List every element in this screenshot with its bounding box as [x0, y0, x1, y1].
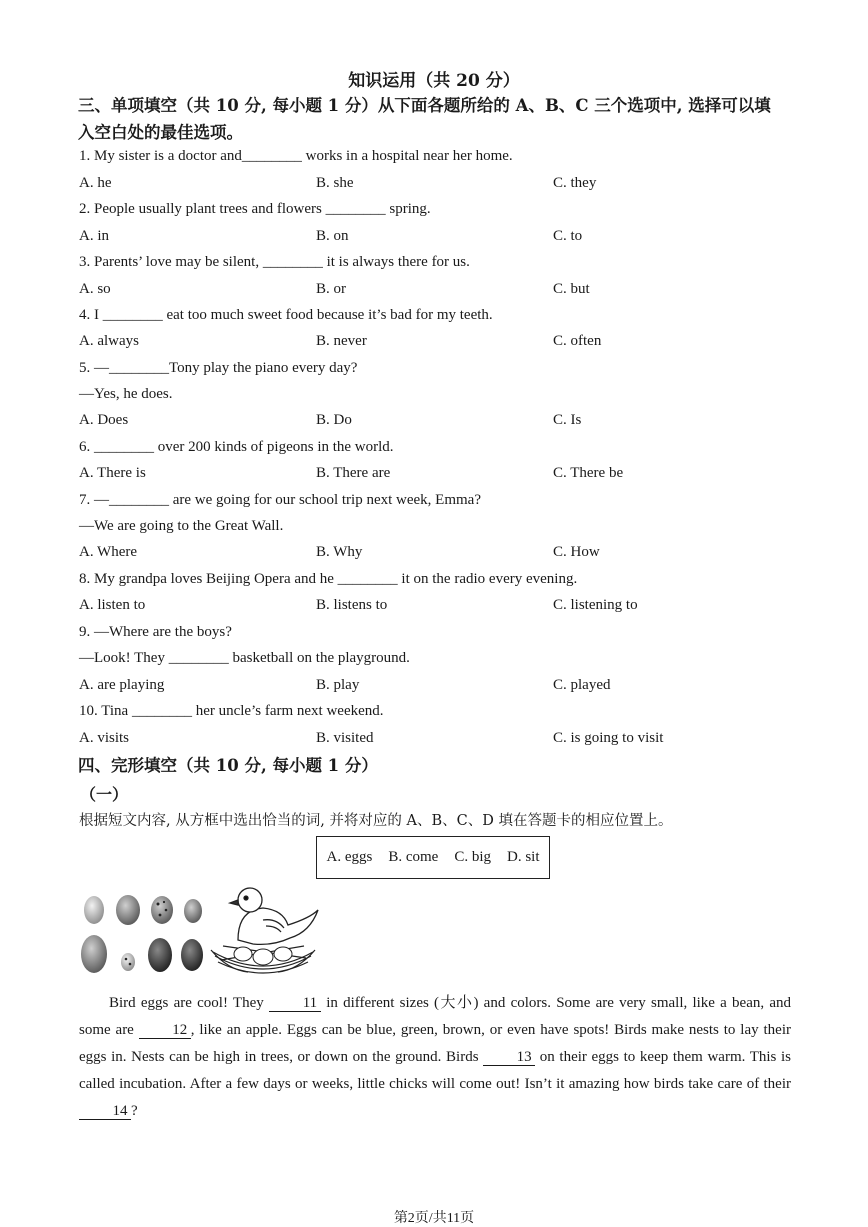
passage-text-1: Bird eggs are cool! They: [109, 995, 269, 1011]
bird: [230, 888, 318, 944]
bird-eggs-illustration: [78, 880, 323, 980]
question-8-option-a: A. listen to: [79, 597, 146, 613]
question-8-option-b: B. listens to: [316, 597, 388, 613]
question-2-option-c: C. to: [553, 228, 583, 244]
question-6-text: 6. ________ over 200 kinds of pigeons in the world.: [79, 439, 394, 455]
egg-2: [116, 895, 140, 925]
question-9-answer-line: —Look! They ________ basketball on the playground.: [79, 650, 410, 666]
passage-text-3: , like an apple. Eggs can be blue, green, brown, or even have spots! Birds make nests to lay their eggs in. Nests can be high in trees, or down on the ground. Birds: [79, 1022, 791, 1065]
question-9-option-a: A. are playing: [79, 677, 165, 693]
question-4-option-b: B. never: [316, 333, 367, 349]
cloze-paragraph: [79, 990, 791, 1125]
passage-text-5: ?: [131, 1103, 138, 1119]
section-4-instruction: 根据短文内容, 从方框中选出恰当的词, 并将对应的 A、B、C、D 填在答题卡的相应位置上。: [79, 813, 673, 829]
section-3-heading-line2: 入空白处的最佳选项。: [78, 123, 243, 142]
section-3-heading: [78, 92, 798, 146]
question-7-answer-line: —We are going to the Great Wall.: [79, 518, 284, 534]
egg-8: [181, 939, 203, 971]
nest-egg-1: [234, 947, 252, 961]
section-4-heading: 四、完形填空（共 10 分, 每小题 1 分）: [78, 756, 378, 775]
word-bank-item-b: B. come: [388, 849, 439, 865]
question-3-option-a: A. so: [79, 281, 111, 297]
question-1-text: 1. My sister is a doctor and________ works in a hospital near her home.: [79, 148, 513, 164]
question-2-option-a: A. in: [79, 228, 109, 244]
question-9-option-c: C. played: [553, 677, 611, 693]
cloze-passage: [79, 990, 791, 1125]
question-6-option-b: B. There are: [316, 465, 391, 481]
question-5-option-b: B. Do: [316, 412, 352, 428]
passage-text-2: in different sizes (大小) and colors. Some are very small, like a bean, and some are: [79, 995, 792, 1038]
section-4-subheading: （一）: [80, 785, 129, 804]
blank-12: 12: [139, 1022, 191, 1039]
egg-3: [151, 896, 173, 924]
blank-13: 13: [483, 1049, 535, 1066]
question-3-option-b: B. or: [316, 281, 346, 297]
question-2-text: 2. People usually plant trees and flowers ________ spring.: [79, 201, 431, 217]
question-5-option-a: A. Does: [79, 412, 129, 428]
question-4-option-a: A. always: [79, 333, 139, 349]
question-3-text: 3. Parents’ love may be silent, ________ it is always there for us.: [79, 254, 470, 270]
section-3-heading-line1: 三、单项填空（共 10 分, 每小题 1 分）从下面各题所给的 A、B、C 三个选项中, 选择可以填: [78, 96, 771, 115]
question-8-option-c: C. listening to: [553, 597, 638, 613]
question-8-text: 8. My grandpa loves Beijing Opera and he ________ it on the radio every evening.: [79, 571, 578, 587]
question-10-option-c: C. is going to visit: [553, 730, 664, 746]
question-1-option-b: B. she: [316, 175, 354, 191]
question-5-text: 5. —________Tony play the piano every day?: [79, 360, 358, 376]
question-4-option-c: C. often: [553, 333, 602, 349]
nest-egg-2: [253, 949, 273, 965]
nest-egg-3: [274, 947, 292, 961]
question-7-option-a: A. Where: [79, 544, 138, 560]
word-bank-item-d: D. sit: [507, 849, 540, 865]
egg-1: [84, 896, 104, 924]
question-1-option-c: C. they: [553, 175, 597, 191]
page-footer: 第2页/共11页: [393, 1211, 475, 1226]
blank-11: 11: [269, 995, 321, 1012]
passage-text-4: on their eggs to keep them warm. This is called incubation. After a few days or weeks, little chicks will come out! Isn’t it amazing how birds take care of their: [79, 1049, 791, 1092]
question-7-text: 7. —________ are we going for our school trip next week, Emma?: [79, 492, 481, 508]
question-9-text: 9. —Where are the boys?: [79, 624, 232, 640]
question-5-option-c: C. Is: [553, 412, 582, 428]
question-9-option-b: B. play: [316, 677, 360, 693]
question-7-option-c: C. How: [553, 544, 600, 560]
question-1-option-a: A. he: [79, 175, 112, 191]
blank-14: 14: [79, 1103, 131, 1120]
question-10-text: 10. Tina ________ her uncle’s farm next weekend.: [79, 703, 384, 719]
egg-4: [184, 899, 202, 923]
word-bank-item-c: C. big: [454, 849, 491, 865]
question-10-option-a: A. visits: [79, 730, 130, 746]
question-7-option-b: B. Why: [316, 544, 363, 560]
question-6-option-a: A. There is: [79, 465, 146, 481]
egg-6: [121, 953, 135, 971]
word-bank-item-a: A. eggs: [326, 849, 373, 865]
question-2-option-b: B. on: [316, 228, 349, 244]
question-10-option-b: B. visited: [316, 730, 374, 746]
egg-5: [81, 935, 107, 973]
question-6-option-c: C. There be: [553, 465, 624, 481]
question-4-text: 4. I ________ eat too much sweet food because it’s bad for my teeth.: [79, 307, 493, 323]
word-bank-box: [316, 836, 550, 879]
egg-7: [148, 938, 172, 972]
question-3-option-c: C. but: [553, 281, 590, 297]
question-5-answer-line: —Yes, he does.: [79, 386, 173, 402]
page-title: 知识运用（共 20 分）: [348, 71, 520, 91]
